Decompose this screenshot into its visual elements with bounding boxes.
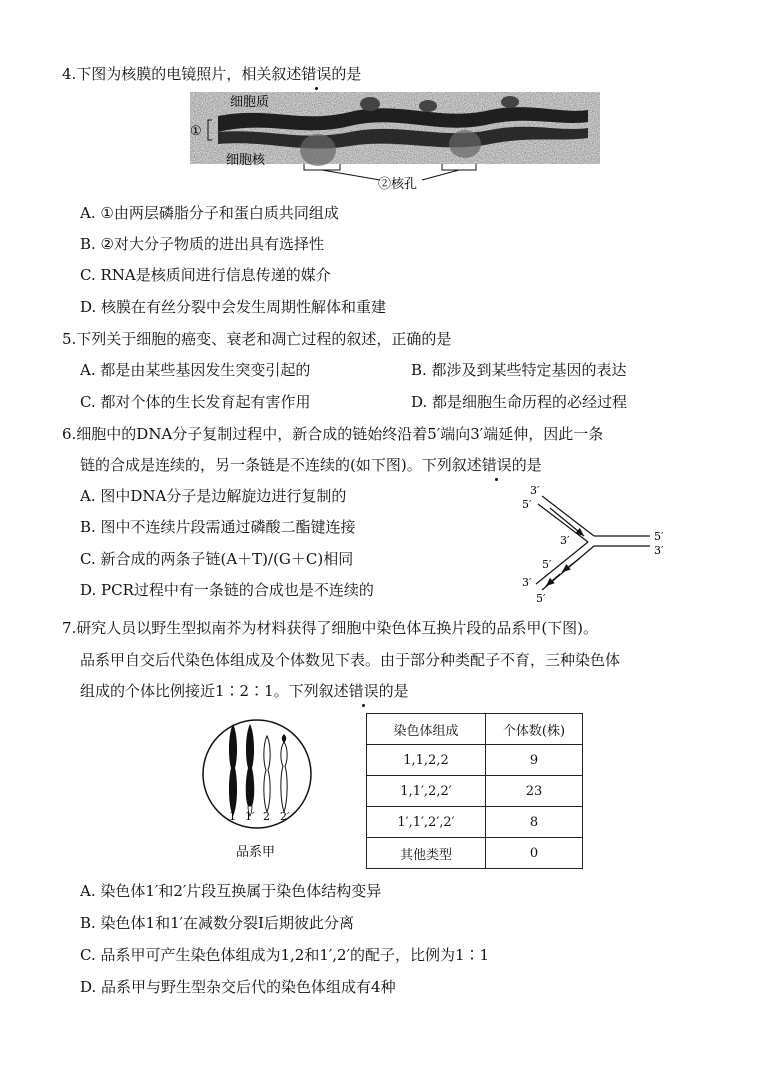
label-right-5prime: 5′ [654, 530, 664, 543]
label-right-3prime: 3′ [654, 544, 664, 557]
q6-option-b: B. 图中不连续片段需通过磷酸二酯键连接 [80, 518, 356, 536]
nuclear-envelope-micrograph [190, 88, 600, 198]
figure-caption: 品系甲 [236, 845, 276, 860]
q7-option-c: C. 品系甲可产生染色体组成为1,2和1′,2′的配子，比例为1∶1 [80, 946, 490, 964]
label-top-5prime: 5′ [522, 498, 532, 511]
table-cell: 0 [486, 838, 583, 869]
q7-emphasis: 错误 [348, 682, 379, 700]
offspring-table [366, 713, 583, 869]
label-cytoplasm: 细胞质 [230, 95, 270, 110]
q6-option-c: C. 新合成的两条子链(A＋T)/(G＋C)相同 [80, 550, 354, 568]
table-cell: 1,1′,2,2′ [367, 776, 486, 807]
chromosome-label-1: 1 [229, 810, 236, 823]
q4-option-b: B. ②对大分子物质的进出具有选择性 [80, 235, 325, 253]
q7-option-b: B. 染色体1和1′在减数分裂Ⅰ后期彼此分离 [80, 914, 354, 932]
q7-stem-line2: 品系甲自交后代染色体组成及个体数见下表。由于部分种类配子不育，三种染色体 [80, 651, 621, 669]
table-cell: 9 [486, 745, 583, 776]
q5-stem: 5.下列关于细胞的癌变、衰老和凋亡过程的叙述，正确的是 [62, 330, 452, 348]
label-nuclear-pore: ②核孔 [378, 177, 418, 192]
label-low-5prime: 5′ [542, 558, 552, 571]
table-row [367, 838, 583, 869]
table-cell: 1′,1′,2′,2′ [367, 807, 486, 838]
q7-option-d: D. 品系甲与野生型杂交后代的染色体组成有4种 [80, 978, 396, 996]
table-cell: 1,1,2,2 [367, 745, 486, 776]
q5-option-b: B. 都涉及到某些特定基因的表达 [411, 361, 627, 379]
table-cell: 8 [486, 807, 583, 838]
table-row [367, 807, 583, 838]
label-membrane-1: ① [190, 124, 202, 139]
label-top-3prime: 3′ [530, 484, 540, 497]
q4-emphasis: 错误 [301, 65, 332, 83]
table-cell: 其他类型 [367, 838, 486, 869]
label-nucleus: 细胞核 [226, 153, 266, 168]
label-bottom-3prime: 3′ [522, 576, 532, 589]
q5-option-d: D. 都是细胞生命历程的必经过程 [411, 393, 628, 411]
table-cell: 23 [486, 776, 583, 807]
chromosome-label-2prime: 2′ [280, 810, 290, 823]
table-header-row [367, 714, 583, 745]
label-bottom-5prime: 5′ [536, 592, 546, 605]
q6-emphasis: 错误 [481, 456, 512, 474]
q6-stem-line2: 链的合成是连续的，另一条链是不连续的(如下图)。下列叙述错误的是 [80, 456, 542, 474]
label-mid-3prime: 3′ [560, 534, 570, 547]
q5-option-c: C. 都对个体的生长发育起有害作用 [80, 393, 311, 411]
replication-fork-diagram [510, 478, 680, 608]
chromosome-label-2: 2 [263, 810, 270, 823]
table-row [367, 776, 583, 807]
q7-stem-line3: 组成的个体比例接近1∶2∶1。下列叙述错误的是 [80, 682, 409, 700]
q4-option-a: A. ①由两层磷脂分子和蛋白质共同组成 [80, 204, 339, 222]
q7-stem-line1: 7.研究人员以野生型拟南芥为材料获得了细胞中染色体互换片段的品系甲(下图)。 [62, 619, 599, 637]
chromosome-label-1prime: 1′ [245, 810, 255, 823]
q6-stem-line1: 6.细胞中的DNA分子复制过程中，新合成的链始终沿着5′端向3′端延伸，因此一条 [62, 425, 604, 443]
chromosome-figure [200, 710, 314, 860]
q4-stem: 4.下图为核膜的电镜照片，相关叙述错误的是 [62, 65, 362, 83]
q5-option-a: A. 都是由某些基因发生突变引起的 [80, 361, 311, 379]
table-row [367, 745, 583, 776]
q6-option-d: D. PCR过程中有一条链的合成也是不连续的 [80, 581, 374, 599]
q7-option-a: A. 染色体1′和2′片段互换属于染色体结构变异 [80, 882, 382, 900]
q6-option-a: A. 图中DNA分子是边解旋边进行复制的 [80, 487, 347, 505]
table-header: 染色体组成 [367, 714, 486, 745]
q4-option-c: C. RNA是核质间进行信息传递的媒介 [80, 266, 331, 284]
q4-option-d: D. 核膜在有丝分裂中会发生周期性解体和重建 [80, 298, 387, 316]
table-header: 个体数(株) [486, 714, 583, 745]
